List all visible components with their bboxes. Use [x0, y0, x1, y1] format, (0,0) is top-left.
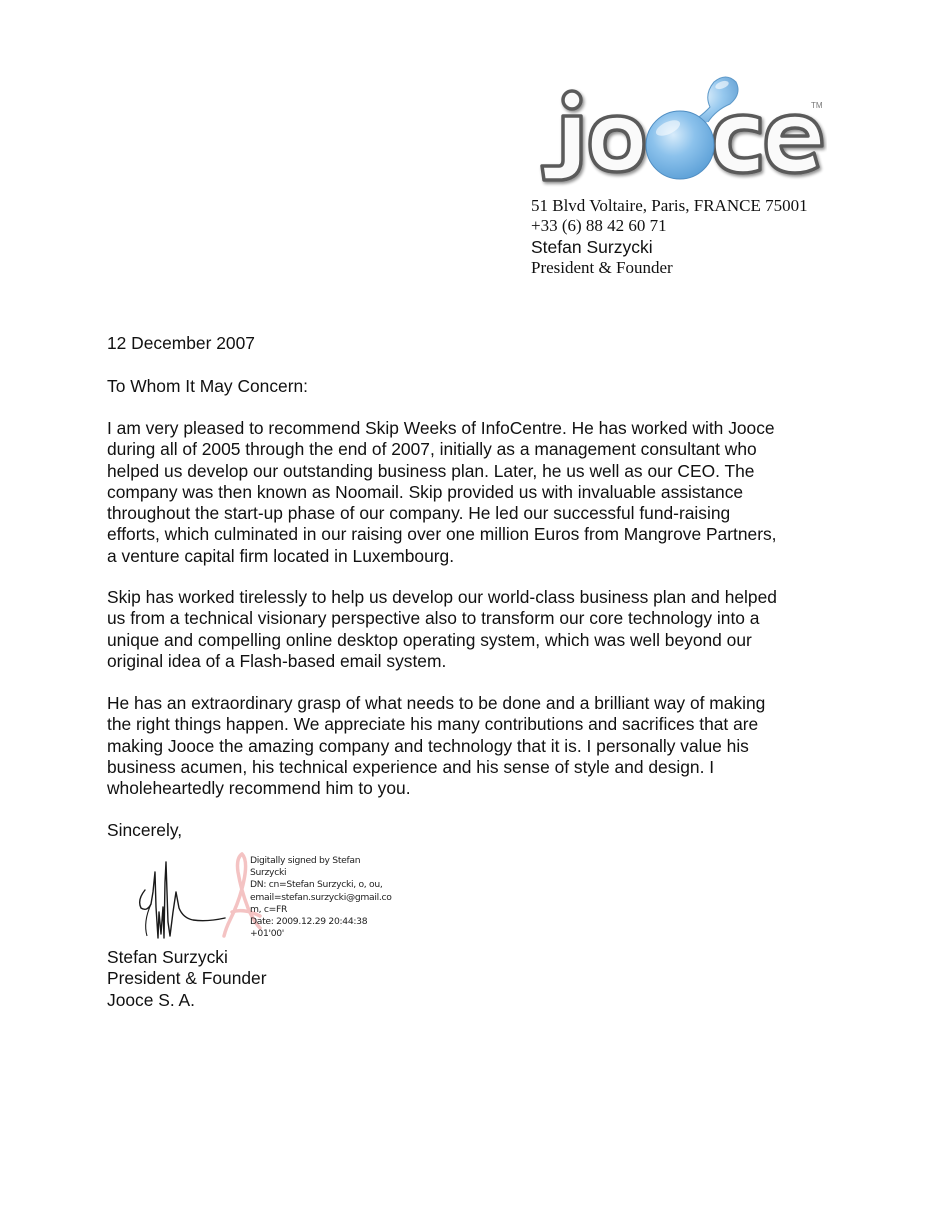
company-phone: +33 (6) 88 42 60 71	[531, 216, 667, 235]
paragraph-line: Skip has worked tirelessly to help us develop our world-class business plan and helped	[107, 587, 777, 607]
digital-signature-line: email=stefan.surzycki@gmail.co	[250, 891, 392, 903]
letter-date: 12 December 2007	[107, 333, 255, 353]
paragraph-line: unique and compelling online desktop operating system, which was well beyond our	[107, 629, 752, 650]
digital-signature-info	[250, 855, 392, 940]
signer-company: Jooce S. A.	[107, 989, 195, 1010]
paragraph-line: during all of 2005 through the end of 2007, initially as a management consultant who	[107, 439, 757, 460]
digital-signature-line: m, c=FR	[250, 903, 288, 915]
handwritten-signature	[133, 852, 228, 942]
paragraph-line: original idea of a Flash-based email system.	[107, 650, 447, 671]
digital-signature-line: +01'00'	[250, 928, 285, 940]
digital-signature-line: Digitally signed by Stefan	[250, 855, 361, 866]
paragraph-1	[107, 418, 777, 567]
paragraph-line: helped us develop our outstanding business plan. Later, he us well as our CEO. The	[107, 460, 755, 481]
paragraph-line: I am very pleased to recommend Skip Weeks of InfoCentre. He has worked with Jooce	[107, 418, 775, 438]
trademark-mark: TM	[811, 101, 823, 110]
paragraph-line: business acumen, his technical experience and his sense of style and design. I	[107, 756, 715, 777]
paragraph-line: a venture capital firm located in Luxembourg.	[107, 545, 455, 566]
digital-signature-line: Surzycki	[250, 867, 287, 879]
paragraph-line: efforts, which culminated in our raising over one million Euros from Mangrove Partners,	[107, 524, 777, 545]
salutation: To Whom It May Concern:	[107, 376, 309, 396]
paragraph-3	[107, 693, 765, 799]
paragraph-2	[107, 587, 777, 672]
paragraph-line: the right things happen. We appreciate his many contributions and sacrifices that are	[107, 714, 759, 735]
paragraph-line: us from a technical visionary perspective also to transform our core technology into a	[107, 608, 760, 629]
letterhead-contact	[531, 196, 808, 278]
paragraph-line: making Jooce the amazing company and technology that it is. I personally value his	[107, 735, 749, 756]
closing: Sincerely,	[107, 820, 183, 840]
paragraph-line: wholeheartedly recommend him to you.	[107, 778, 411, 799]
signer-title: President & Founder	[107, 968, 267, 989]
signer-name: Stefan Surzycki	[107, 947, 228, 967]
digital-signature-line: DN: cn=Stefan Surzycki, o, ou,	[250, 879, 383, 891]
paragraph-line: He has an extraordinary grasp of what needs to be done and a brilliant way of making	[107, 693, 766, 713]
jooce-logo	[532, 52, 827, 187]
letterhead-name: Stefan Surzycki	[531, 237, 653, 257]
company-address: 51 Blvd Voltaire, Paris, FRANCE 75001	[531, 196, 808, 215]
signature-block	[107, 947, 267, 1011]
paragraph-line: throughout the start-up phase of our company. He led our successful fund-raising	[107, 503, 731, 524]
paragraph-line: company was then known as Noomail. Skip provided us with invaluable assistance	[107, 481, 744, 502]
digital-signature-line: Date: 2009.12.29 20:44:38	[250, 916, 368, 928]
letterhead-title: President & Founder	[531, 258, 673, 277]
